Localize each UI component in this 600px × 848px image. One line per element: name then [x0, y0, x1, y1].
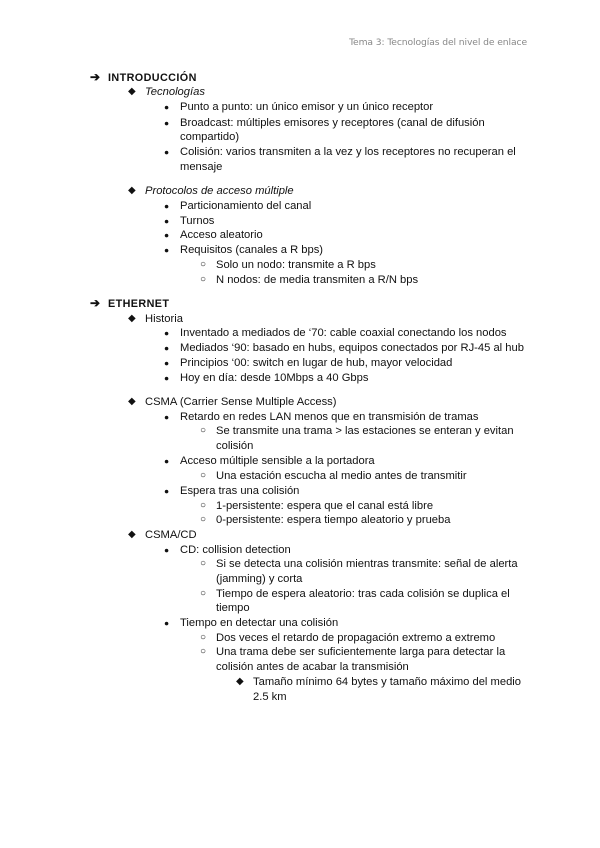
bullet-icon: ● — [164, 456, 170, 466]
subheading-csma: CSMA (Carrier Sense Multiple Access) — [145, 396, 337, 408]
list-item: Hoy en día: desde 10Mbps a 40 Gbps — [180, 372, 369, 384]
list-item: Tamaño mínimo 64 bytes y tamaño máximo del medio — [253, 676, 521, 688]
section-title-intro: INTRODUCCIÓN — [108, 72, 197, 84]
list-item: Tiempo de espera aleatorio: tras cada colisión se duplica el — [216, 588, 510, 600]
bullet-icon: ● — [164, 245, 170, 255]
circle-bullet-icon: ○ — [200, 259, 207, 270]
list-item: Acceso aleatorio — [180, 229, 263, 241]
list-item-continuation: tiempo — [216, 602, 250, 614]
diamond-icon: ◆ — [128, 529, 136, 540]
diamond-icon: ◆ — [128, 86, 136, 97]
bullet-icon: ● — [164, 201, 170, 211]
circle-bullet-icon: ○ — [200, 646, 207, 657]
bullet-icon: ● — [164, 216, 170, 226]
arrow-icon: ➔ — [90, 70, 101, 84]
circle-bullet-icon: ○ — [200, 500, 207, 511]
list-item: Acceso múltiple sensible a la portadora — [180, 455, 375, 467]
list-item: Colisión: varios transmiten a la vez y los receptores no recuperan el — [180, 146, 516, 158]
list-item: Turnos — [180, 215, 215, 227]
subheading-protocolos: Protocolos de acceso múltiple — [145, 185, 294, 197]
list-item: Retardo en redes LAN menos que en transmisión de tramas — [180, 411, 479, 423]
diamond-icon: ◆ — [128, 313, 136, 324]
subheading-csmacd: CSMA/CD — [145, 529, 197, 541]
list-item-continuation: (jamming) y corta — [216, 573, 303, 585]
list-item: Una estación escucha al medio antes de transmitir — [216, 470, 467, 482]
list-item: 1-persistente: espera que el canal está libre — [216, 500, 434, 512]
circle-bullet-icon: ○ — [200, 588, 207, 599]
list-item: Si se detecta una colisión mientras transmite: señal de alerta — [216, 558, 518, 570]
list-item: Particionamiento del canal — [180, 200, 312, 212]
bullet-icon: ● — [164, 230, 170, 240]
list-item: Inventado a mediados de ‘70: cable coaxial conectando los nodos — [180, 327, 507, 339]
circle-bullet-icon: ○ — [200, 470, 207, 481]
bullet-icon: ● — [164, 486, 170, 496]
circle-bullet-icon: ○ — [200, 632, 207, 643]
list-item: N nodos: de media transmiten a R/N bps — [216, 274, 419, 286]
list-item: 0-persistente: espera tiempo aleatorio y prueba — [216, 514, 451, 526]
list-item-continuation: colisión — [216, 440, 254, 452]
subheading-historia: Historia — [145, 313, 183, 325]
diamond-icon: ◆ — [236, 676, 244, 687]
list-item: Dos veces el retardo de propagación extremo a extremo — [216, 632, 496, 644]
list-item: Principios ‘00: switch en lugar de hub, mayor velocidad — [180, 357, 453, 369]
list-item: Solo un nodo: transmite a R bps — [216, 259, 376, 271]
circle-bullet-icon: ○ — [200, 274, 207, 285]
page-header: Tema 3: Tecnologías del nivel de enlace — [349, 37, 527, 48]
list-item: CD: collision detection — [180, 544, 291, 556]
list-item: Espera tras una colisión — [180, 485, 300, 497]
list-item: Mediados ‘90: basado en hubs, equipos conectados por RJ-45 al hub — [180, 342, 524, 354]
list-item: Broadcast: múltiples emisores y receptores (canal de difusión — [180, 117, 485, 129]
bullet-icon: ● — [164, 618, 170, 628]
subheading-tecnologias: Tecnologías — [145, 86, 205, 98]
bullet-icon: ● — [164, 343, 170, 353]
circle-bullet-icon: ○ — [200, 558, 207, 569]
circle-bullet-icon: ○ — [200, 514, 207, 525]
section-title-ethernet: ETHERNET — [108, 298, 170, 310]
bullet-icon: ● — [164, 147, 170, 157]
list-item: Se transmite una trama > las estaciones se enteran y evitan — [216, 425, 514, 437]
bullet-icon: ● — [164, 412, 170, 422]
bullet-icon: ● — [164, 373, 170, 383]
diamond-icon: ◆ — [128, 396, 136, 407]
list-item-continuation: 2.5 km — [253, 691, 287, 703]
list-item-continuation: colisión antes de acabar la transmisión — [216, 661, 409, 673]
list-item-continuation: mensaje — [180, 161, 223, 173]
list-item: Una trama debe ser suficientemente larga para detectar la — [216, 646, 506, 658]
diamond-icon: ◆ — [128, 185, 136, 196]
bullet-icon: ● — [164, 102, 170, 112]
bullet-icon: ● — [164, 545, 170, 555]
bullet-icon: ● — [164, 328, 170, 338]
list-item-continuation: compartido) — [180, 131, 240, 143]
list-item: Requisitos (canales a R bps) — [180, 244, 324, 256]
list-item: Punto a punto: un único emisor y un único receptor — [180, 101, 434, 113]
list-item: Tiempo en detectar una colisión — [180, 617, 339, 629]
circle-bullet-icon: ○ — [200, 425, 207, 436]
bullet-icon: ● — [164, 358, 170, 368]
arrow-icon: ➔ — [90, 296, 101, 310]
bullet-icon: ● — [164, 118, 170, 128]
